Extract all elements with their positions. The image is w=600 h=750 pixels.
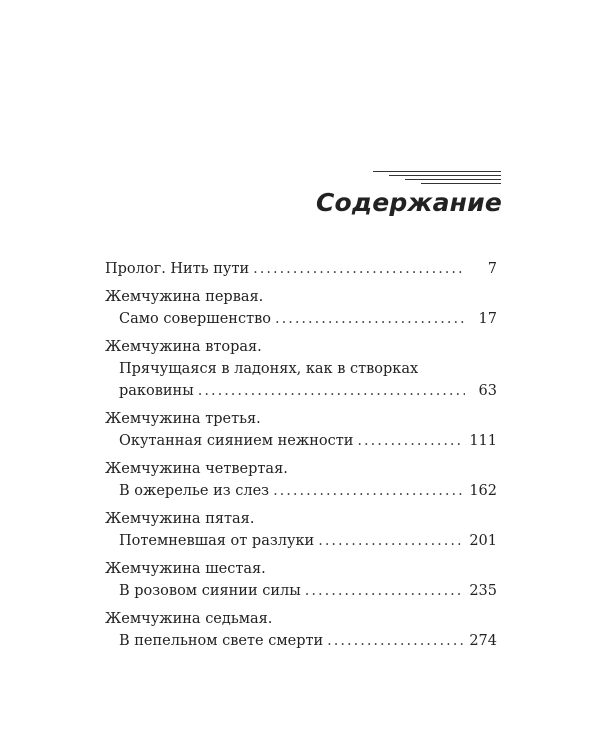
toc-entry-5: [105, 508, 497, 552]
toc-entry-1: [105, 286, 497, 330]
toc-entry-title: Окутанная сиянием нежности: [119, 433, 354, 449]
decorative-rule: [389, 175, 501, 176]
toc-entry-heading: Жемчужина шестая.: [105, 561, 266, 577]
toc-line: [105, 530, 497, 552]
dot-leader: [357, 430, 463, 452]
dot-leader: [253, 258, 465, 280]
toc-line: [105, 580, 497, 602]
toc-entry-3: [105, 408, 497, 452]
toc-entry-heading: Жемчужина третья.: [105, 411, 261, 427]
toc-line: [105, 258, 497, 280]
dot-leader: [305, 580, 464, 602]
dot-leader: [318, 530, 463, 552]
toc-entry-title: Потемневшая от разлуки: [119, 533, 315, 549]
toc-entry-title: Само совершенство: [119, 311, 271, 327]
toc-page-number: 111: [469, 433, 497, 449]
toc-page-number: 162: [469, 483, 497, 499]
decorative-rule: [421, 183, 501, 184]
decorative-rule: [405, 179, 501, 180]
toc-line: [105, 630, 497, 652]
toc-entry-2: [105, 336, 497, 402]
dot-leader: [198, 380, 465, 402]
toc-page-number: 17: [478, 311, 497, 327]
title-decoration: [373, 171, 501, 185]
toc-entry-title: В розовом сиянии силы: [119, 583, 301, 599]
toc-entry-title: раковины: [119, 383, 194, 399]
toc-entry-6: [105, 558, 497, 602]
dot-leader: [273, 480, 463, 502]
toc-page-number: 235: [469, 583, 497, 599]
dot-leader: [275, 308, 465, 330]
toc-entry-4: [105, 458, 497, 502]
toc-page-number: 7: [487, 261, 497, 277]
toc-line: [105, 308, 497, 330]
toc-entry-title: В пепельном свете смерти: [119, 633, 324, 649]
toc-entry-heading: Жемчужина вторая.: [105, 339, 262, 355]
toc-entry-heading: Жемчужина седьмая.: [105, 611, 273, 627]
page-title: Содержание: [315, 188, 502, 217]
toc-line: [105, 380, 497, 402]
toc-entry-heading: Жемчужина первая.: [105, 289, 264, 305]
toc-page-number: 63: [478, 383, 497, 399]
toc-line: [105, 430, 497, 452]
toc-entry-heading: Жемчужина четвертая.: [105, 461, 288, 477]
toc-entry-prologue: [105, 258, 497, 280]
decorative-rule: [373, 171, 501, 172]
toc-entry-title: В ожерелье из слез: [119, 483, 270, 499]
toc-entry-heading: Жемчужина пятая.: [105, 511, 255, 527]
toc-entry-7: [105, 608, 497, 652]
toc-line: [105, 480, 497, 502]
toc-entry-title-continued: Прячущаяся в ладонях, как в створках: [119, 361, 419, 377]
toc-page-number: 274: [469, 633, 497, 649]
toc-entry-title: Пролог. Нить пути: [105, 261, 250, 277]
table-of-contents: [105, 258, 497, 658]
toc-page-number: 201: [469, 533, 497, 549]
dot-leader: [327, 630, 463, 652]
